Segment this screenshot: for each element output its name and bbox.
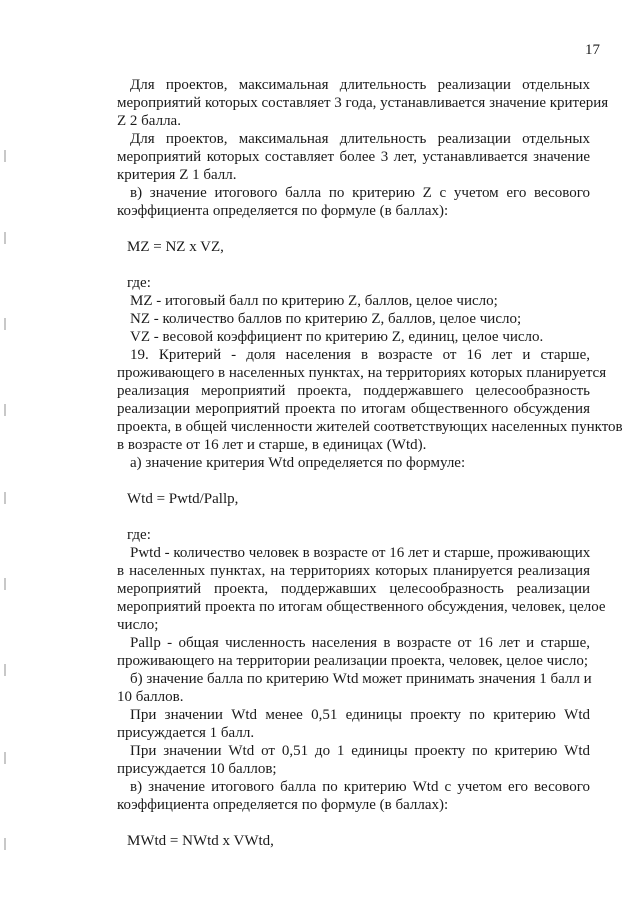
text-line: коэффициента определяется по формуле (в баллах): (117, 203, 449, 219)
text-line: где: (127, 275, 151, 291)
text-line: мероприятий которых составляет более 3 лет, устанавливается значение (117, 149, 590, 165)
text-line: 10 баллов. (117, 689, 184, 705)
text-line: проживающего на территории реализации проекта, человек, целое число; (117, 653, 589, 669)
text-line: мероприятий проекта, поддержавших целесообразность реализации (117, 581, 590, 597)
formula-mz: MZ = NZ x VZ, (127, 239, 224, 255)
text-line: Z 2 балла. (117, 113, 181, 129)
text-line: в) значение итогового балла по критерию Wtd с учетом его весового (130, 779, 590, 795)
text-line: число; (117, 617, 159, 633)
text-line: в) значение итогового балла по критерию Z с учетом его весового (130, 185, 590, 201)
formula-mwtd: MWtd = NWtd x VWtd, (127, 833, 274, 849)
text-line: где: (127, 527, 151, 543)
text-line: критерия Z 1 балл. (117, 167, 237, 183)
text-line: коэффициента определяется по формуле (в баллах): (117, 797, 449, 813)
text-line: MZ - итоговый балл по критерию Z, баллов, целое число; (130, 293, 498, 309)
text-line: Pallp - общая численность населения в возрасте от 16 лет и старше, (130, 635, 590, 651)
text-line: мероприятий проекта по итогам общественного обсуждения, человек, целое (117, 599, 606, 615)
text-line: При значении Wtd от 0,51 до 1 единицы проекту по критерию Wtd (130, 743, 590, 759)
text-line: а) значение критерия Wtd определяется по формуле: (130, 455, 466, 471)
text-line: При значении Wtd менее 0,51 единицы проекту по критерию Wtd (130, 707, 590, 723)
text-line: Pwtd - количество человек в возрасте от 16 лет и старше, проживающих (130, 545, 591, 561)
text-line: Для проектов, максимальная длительность реализации отдельных (130, 131, 590, 147)
text-line: 19. Критерий - доля населения в возрасте от 16 лет и старше, (130, 347, 590, 363)
text-line: проекта, в общей численности жителей соответствующих населенных пунктов (117, 419, 623, 435)
text-line: присуждается 1 балл. (117, 725, 255, 741)
text-line: VZ - весовой коэффициент по критерию Z, единиц, целое число. (130, 329, 544, 345)
formula-wtd: Wtd = Pwtd/Pallp, (127, 491, 239, 507)
text-line: проживающего в населенных пунктах, на территориях которых планируется (117, 365, 607, 381)
text-line: присуждается 10 баллов; (117, 761, 277, 777)
page-number: 17 (585, 42, 600, 58)
text-line: б) значение балла по критерию Wtd может принимать значения 1 балл и (130, 671, 592, 687)
text-line: NZ - количество баллов по критерию Z, баллов, целое число; (130, 311, 522, 327)
scan-margin-marks (4, 0, 7, 905)
text-line: мероприятий которых составляет 3 года, устанавливается значение критерия (117, 95, 609, 111)
text-line: реализация мероприятий проекта, поддержавшего целесообразность (117, 383, 590, 399)
text-line: реализации мероприятий проекта по итогам общественного обсуждения (117, 401, 590, 417)
text-line: Для проектов, максимальная длительность реализации отдельных (130, 77, 590, 93)
text-line: в возрасте от 16 лет и старше, в единицах (Wtd). (117, 437, 427, 453)
text-line: в населенных пунктах, на территориях которых планируется реализация (117, 563, 590, 579)
